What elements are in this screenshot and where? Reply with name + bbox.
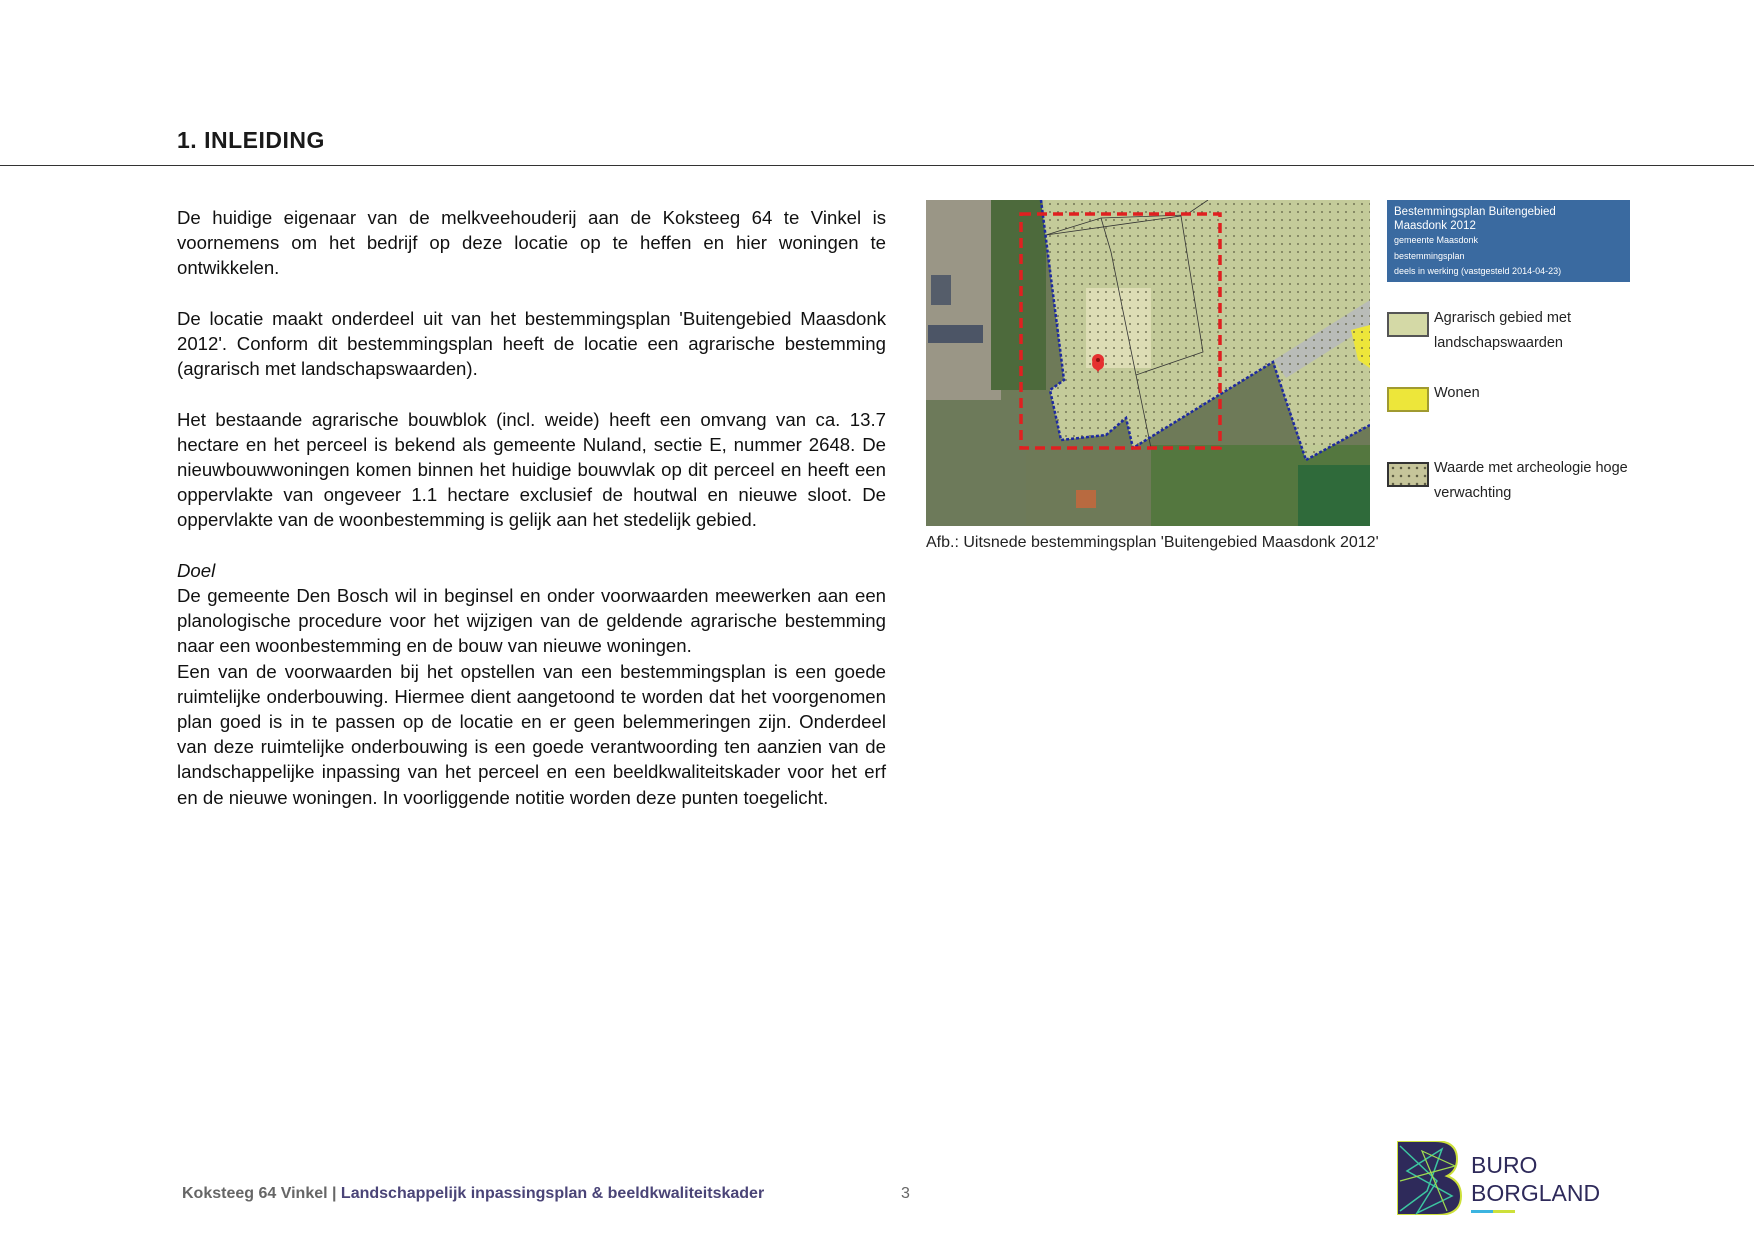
paragraph <box>177 407 886 533</box>
paragraph: De huidige eigenaar van de melkveehouderij aan de Koksteeg 64 te Vinkel is voornemens om het bedrijf op deze locatie op te heffen en hier woningen te ontwikkelen. <box>177 207 886 279</box>
legend-header <box>1387 200 1630 282</box>
page-title: 1. INLEIDING <box>177 127 325 153</box>
legend-swatch <box>1387 312 1429 337</box>
legend-label: Wonen <box>1434 385 1480 401</box>
legend-title-line: Maasdonk 2012 <box>1394 220 1476 232</box>
legend-title-line: gemeente Maasdonk <box>1394 235 1479 245</box>
legend-label: landschapswaarden <box>1434 335 1563 351</box>
footer-project: Koksteeg 64 Vinkel | <box>182 1185 341 1202</box>
legend-title-line: deels in werking (vastgesteld 2014-04-23) <box>1394 266 1562 276</box>
legend-label: Waarde met archeologie hoge <box>1434 460 1628 476</box>
zoning-map <box>926 200 1370 526</box>
section-title-doel: Doel <box>177 559 216 581</box>
paragraph: De gemeente Den Bosch wil in beginsel en onder voorwaarden meewerken aan een planologische procedure voor het wijzigen van de geldende agrarische bestemming naar een woonbestemming en de bouw van nieuwe woningen. <box>177 585 886 657</box>
legend-title-line: Bestemmingsplan Buitengebied <box>1394 206 1556 218</box>
buro-borgland-logo <box>1397 1141 1607 1215</box>
paragraph: Een van de voorwaarden bij het opstellen van een bestemmingsplan is een goede ruimtelijke onderbouwing. Hiermee dient aangetoond te worden dat het voorgenomen plan goed is in te passen op de locatie en er geen belemmeringen zijn. Onderdeel van deze ruimtelijke onderbouwing is een goede verantwoording ten aanzien van de landschappelijke inpassing van het perceel en een beeldkwaliteitskader voor het erf en de nieuwe woningen. In voorliggende notitie worden deze punten toegelicht. <box>177 660 886 808</box>
legend-swatch <box>1387 462 1429 487</box>
header-divider <box>0 165 1754 166</box>
paragraph: De locatie maakt onderdeel uit van het bestemmingsplan 'Buitengebied Maasdonk 2012'. Conform dit bestemmingsplan heeft de locatie een agrarische bestemming (agrarisch met landschapswaarden). <box>177 307 886 380</box>
body-text <box>177 205 886 810</box>
footer-title <box>182 1185 764 1203</box>
paragraph-text: Het bestaande agrarische bouwblok (incl. weide) heeft een omvang van ca. 13.7 hectare en het perceel is bekend als gemeente Nuland, sectie E, nummer 2648. De nieuwbouwwoningen komen binnen het huidige bouwvlak op dit perceel en heeft een oppervlakte van ongeveer 1.1 hectare exclusief de houtwal en nieuwe sloot. <box>177 408 886 506</box>
logo-text-buro: BURO <box>1471 1152 1538 1178</box>
figure-caption: Afb.: Uitsnede bestemmingsplan 'Buitengebied Maasdonk 2012' <box>926 534 1379 551</box>
logo-text-borgland: BORGLAND <box>1471 1180 1601 1206</box>
legend-label: Agrarisch gebied met <box>1434 310 1572 326</box>
paragraph-text-emphasis: De oppervlakte van de woonbestemming is gelijk aan het stedelijk gebied. <box>177 484 886 531</box>
legend-item-wonen <box>1387 381 1480 406</box>
legend-label: verwachting <box>1434 485 1512 501</box>
footer-subtitle: Landschappelijk inpassingsplan & beeldkwaliteitskader <box>340 1185 765 1202</box>
legend-item-agrarisch <box>1387 306 1571 356</box>
legend-title-line: bestemmingsplan <box>1394 250 1465 261</box>
page-number: 3 <box>901 1185 910 1202</box>
legend-swatch <box>1387 387 1429 412</box>
legend-item-archeologie <box>1387 456 1628 506</box>
